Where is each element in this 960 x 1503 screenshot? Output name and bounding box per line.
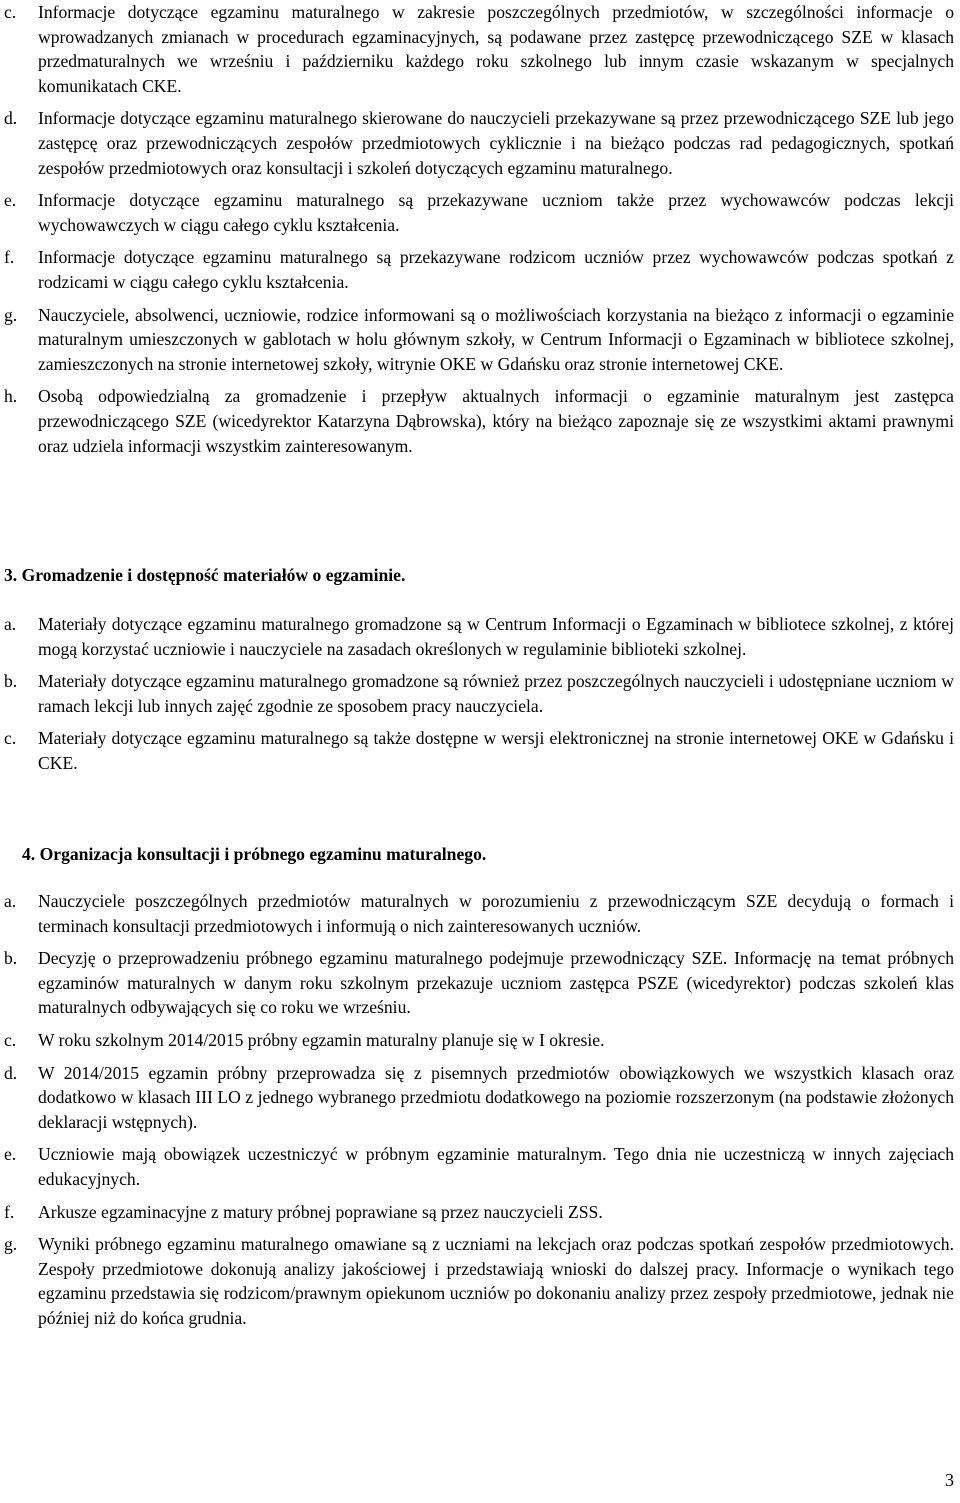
list-item — [0, 946, 960, 1020]
item-text: Osobą odpowiedzialną za gromadzenie i przepływ aktualnych informacji o egzaminie maturalnym jest zastępca przewodniczącego SZE (wicedyrektor Katarzyna Dąbrowska), który na bieżąco zapoznaje się ze wszystkimi aktami prawnymi oraz udziela informacji wszystkim zainteresowanym. — [38, 386, 954, 456]
item-letter: g. — [4, 304, 18, 325]
list-item — [0, 1232, 960, 1330]
item-letter: d. — [4, 108, 18, 129]
item-letter: c. — [4, 1029, 17, 1050]
list-item — [0, 1028, 960, 1053]
item-letter: h. — [4, 386, 18, 407]
item-text: W 2014/2015 egzamin próbny przeprowadza się z pisemnych przedmiotów obowiązkowych we wszystkich klasach oraz dodatkowo w klasach III LO z jednego wybranego przedmiotu dodatkowego na poziomie rozszerzonym (na podstawie złożonych deklaracji wstępnych). — [38, 1062, 954, 1132]
item-text: Uczniowie mają obowiązek uczestniczyć w próbnym egzaminie maturalnym. Tego dnia nie uczestniczą w innych zajęciach edukacyjnych. — [38, 1144, 954, 1189]
list-item — [0, 245, 960, 294]
item-text: Wyniki próbnego egzaminu maturalnego omawiane są z uczniami na lekcjach oraz podczas spotkań zespołów przedmiotowych. Zespoły przedmiotowe dokonują analizy jakościowej i przedstawiają wnioski do dalszej pracy. Informacje o wynikach tego egzaminu przedstawia się rodzicom/prawnym opiekunom uczniów po dokonaniu analizy przez zespoły przedmiotowe, jednak nie później niż do końca grudnia. — [38, 1234, 954, 1328]
list-item — [0, 669, 960, 718]
list-item — [0, 0, 960, 98]
list-item — [0, 384, 960, 458]
item-text: Materiały dotyczące egzaminu maturalnego gromadzone są w Centrum Informacji o Egzaminach w bibliotece szkolnej, z której mogą korzystać uczniowie i nauczyciele na zasadach określonych w regulaminie biblioteki szkolnej. — [38, 614, 954, 659]
item-text: Nauczyciele poszczególnych przedmiotów maturalnych w porozumieniu z przewodniczącym SZE decydują o formach i terminach konsultacji przedmiotowych i informują o nich zainteresowanych uczniów. — [38, 891, 954, 936]
item-letter: c. — [4, 2, 17, 22]
list-item — [0, 106, 960, 180]
list-item — [0, 1142, 960, 1191]
item-letter: b. — [4, 671, 18, 692]
item-text: Arkusze egzaminacyjne z matury próbnej poprawiane są przez nauczycieli ZSS. — [38, 1201, 603, 1222]
item-text: Materiały dotyczące egzaminu maturalnego gromadzone są również przez poszczególnych nauczycieli i udostępniane uczniom w ramach lekcji lub innych zajęć zgodnie ze sposobem pracy nauczyciela. — [38, 671, 954, 716]
list-item — [0, 889, 960, 938]
section-4-heading: 4. Organizacja konsultacji i próbnego egzaminu maturalnego. — [22, 844, 487, 864]
list-item — [0, 1200, 960, 1225]
item-letter: b. — [4, 948, 18, 969]
list-item — [0, 612, 960, 661]
consultation-list — [0, 889, 960, 1331]
info-list — [0, 0, 960, 458]
item-text: W roku szkolnym 2014/2015 próbny egzamin maturalny planuje się w I okresie. — [38, 1029, 605, 1050]
list-item — [0, 726, 960, 775]
item-text: Informacje dotyczące egzaminu maturalnego są przekazywane rodzicom uczniów przez wychowawców podczas spotkań z rodzicami w ciągu całego cyklu kształcenia. — [38, 247, 954, 292]
item-letter: e. — [4, 1144, 17, 1165]
item-letter: d. — [4, 1062, 18, 1083]
item-letter: a. — [4, 891, 17, 911]
list-item — [0, 1061, 960, 1135]
item-letter: f. — [4, 247, 15, 268]
item-letter: e. — [4, 190, 17, 211]
item-text: Informacje dotyczące egzaminu maturalnego są przekazywane uczniom także przez wychowawców podczas lekcji wychowawczych w ciągu całego cyklu kształcenia. — [38, 190, 954, 235]
item-letter: g. — [4, 1234, 18, 1255]
materials-list — [0, 612, 960, 776]
item-letter: f. — [4, 1201, 15, 1222]
item-letter: c. — [4, 728, 17, 749]
item-text: Informacje dotyczące egzaminu maturalnego w zakresie poszczególnych przedmiotów, w szczególności informacje o wprowadzanych zmianach w procedurach egzaminacyjnych, są podawane przez zastępcę przewodniczącego SZE w klasach przedmaturalnych we wrześniu i październiku każdego roku szkolnego lub innym czasie wskazanym w specjalnych komunikatach CKE. — [38, 2, 954, 96]
list-item — [0, 188, 960, 237]
item-text: Informacje dotyczące egzaminu maturalnego skierowane do nauczycieli przekazywane są przez przewodniczącego SZE lub jego zastępcę oraz przewodniczących zespołów przedmiotowych cyklicznie i na bieżąco podczas rad pedagogicznych, spotkań zespołów przedmiotowych oraz konsultacji i szkoleń dotyczących egzaminu maturalnego. — [38, 108, 954, 178]
section-3-heading: 3. Gromadzenie i dostępność materiałów o egzaminie. — [4, 565, 406, 585]
list-item — [0, 303, 960, 377]
item-text: Nauczyciele, absolwenci, uczniowie, rodzice informowani są o możliwościach korzystania na bieżąco z informacji o egzaminie maturalnym umieszczonych w gablotach w holu głównym szkoły, w Centrum Informacji o Egzaminach w bibliotece szkolnej, zamieszczonych na stronie internetowej szkoły, witrynie OKE w Gdańsku oraz stronie internetowej CKE. — [38, 304, 954, 374]
item-letter: a. — [4, 614, 17, 634]
page-number: 3 — [945, 1470, 954, 1490]
item-text: Decyzję o przeprowadzeniu próbnego egzaminu maturalnego podejmuje przewodniczący SZE. Informację na temat próbnych egzaminów maturalnych w danym roku szkolnym przekazuje uczniom zastępca PSZE (wicedyrektor) podczas szkoleń klas maturalnych odbywających się co roku we wrześniu. — [38, 948, 954, 1018]
item-text: Materiały dotyczące egzaminu maturalnego są także dostępne w wersji elektronicznej na stronie internetowej OKE w Gdańsku i CKE. — [38, 728, 954, 773]
